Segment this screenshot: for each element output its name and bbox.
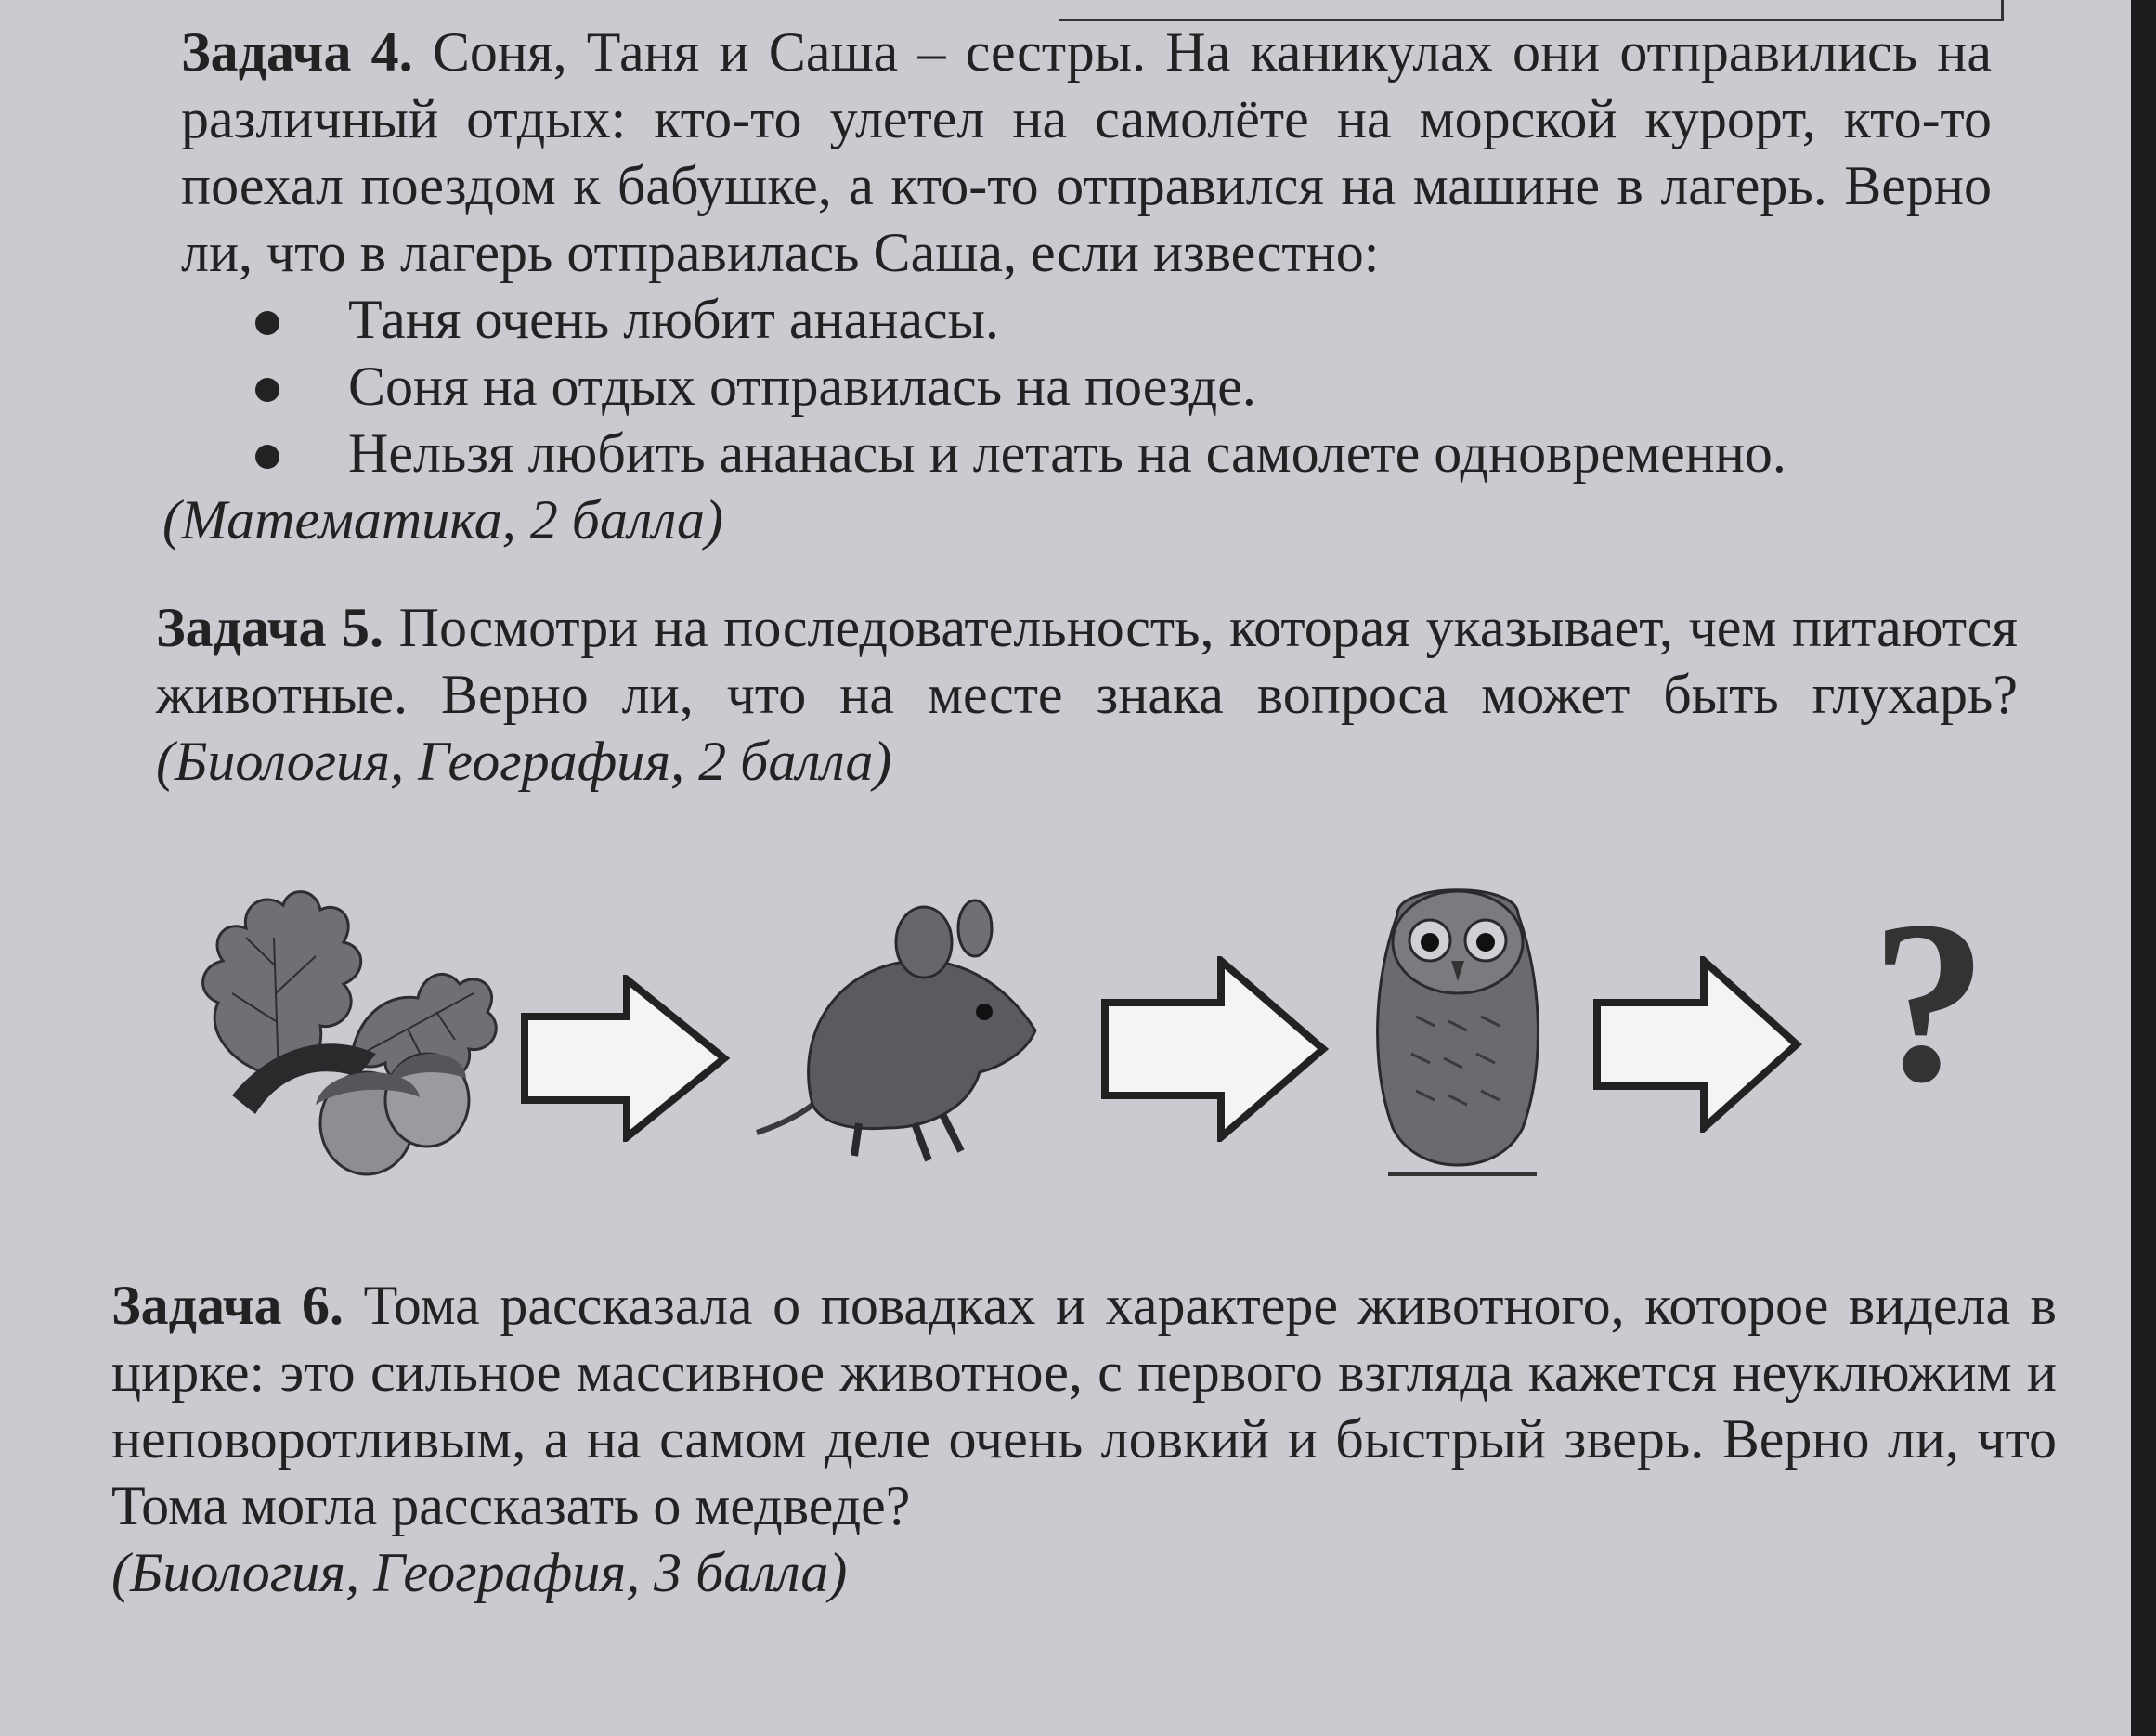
owl-icon [1360, 868, 1555, 1184]
task-6-heading: Задача 6. [111, 1275, 344, 1336]
task-4-conditions [181, 286, 1992, 486]
food-chain-sequence [176, 836, 2015, 1207]
task-5-paragraph [156, 594, 2018, 795]
task-4-heading: Задача 4. [181, 21, 413, 83]
task-6 [111, 1272, 2057, 1606]
task-4-text: Соня, Таня и Саша – сестры. На каникулах они отправились на различный отдых: кто-то улетел на самолёте на морской курорт, кто-то поехал поездом к бабушке, а кто-то отправился на машине в лагерь. Верно ли, что в лагерь отправилась Саша, если известно: [181, 21, 1992, 283]
mouse-icon [747, 891, 1054, 1170]
task-6-subject: (Биология, География, 3 балла) [111, 1542, 848, 1603]
arrow-right-icon [1100, 956, 1332, 1142]
arrow-right-icon [1592, 956, 1806, 1133]
bullet-icon [255, 445, 279, 469]
condition-item: Нельзя любить ананасы и летать на самолете одновременно. [348, 420, 1992, 486]
bullet-icon [255, 311, 279, 335]
task-5-subject: (Биология, География, 2 балла) [156, 731, 892, 792]
task-5 [156, 594, 2018, 795]
condition-item: Соня на отдых отправилась на поезде. [348, 353, 1992, 420]
bullet-icon [255, 378, 279, 402]
question-mark: ? [1871, 874, 1987, 1131]
arrow-right-icon [520, 975, 734, 1142]
condition-item: Таня очень любит ананасы. [348, 286, 1992, 353]
oak-acorn-icon [176, 854, 511, 1188]
task-6-paragraph [111, 1272, 2057, 1539]
task-4-subject: (Математика, 2 балла) [162, 489, 723, 551]
task-4 [162, 19, 1992, 553]
task-5-text: Посмотри на последовательность, которая указывает, чем питаются животные. Верно ли, что на месте знака вопроса может быть глухарь? [156, 597, 2018, 725]
task-5-heading: Задача 5. [156, 597, 384, 658]
task-6-text: Тома рассказала о повадках и характере животного, которое видела в цирке: это сильное массивное животное, с первого взгляда кажется неуклюжим и неповоротливым, а на самом деле очень ловкий и быстрый зверь. Верно ли, что Тома могла рассказать о медведе? [111, 1275, 2057, 1536]
task-4-paragraph [181, 19, 1992, 286]
